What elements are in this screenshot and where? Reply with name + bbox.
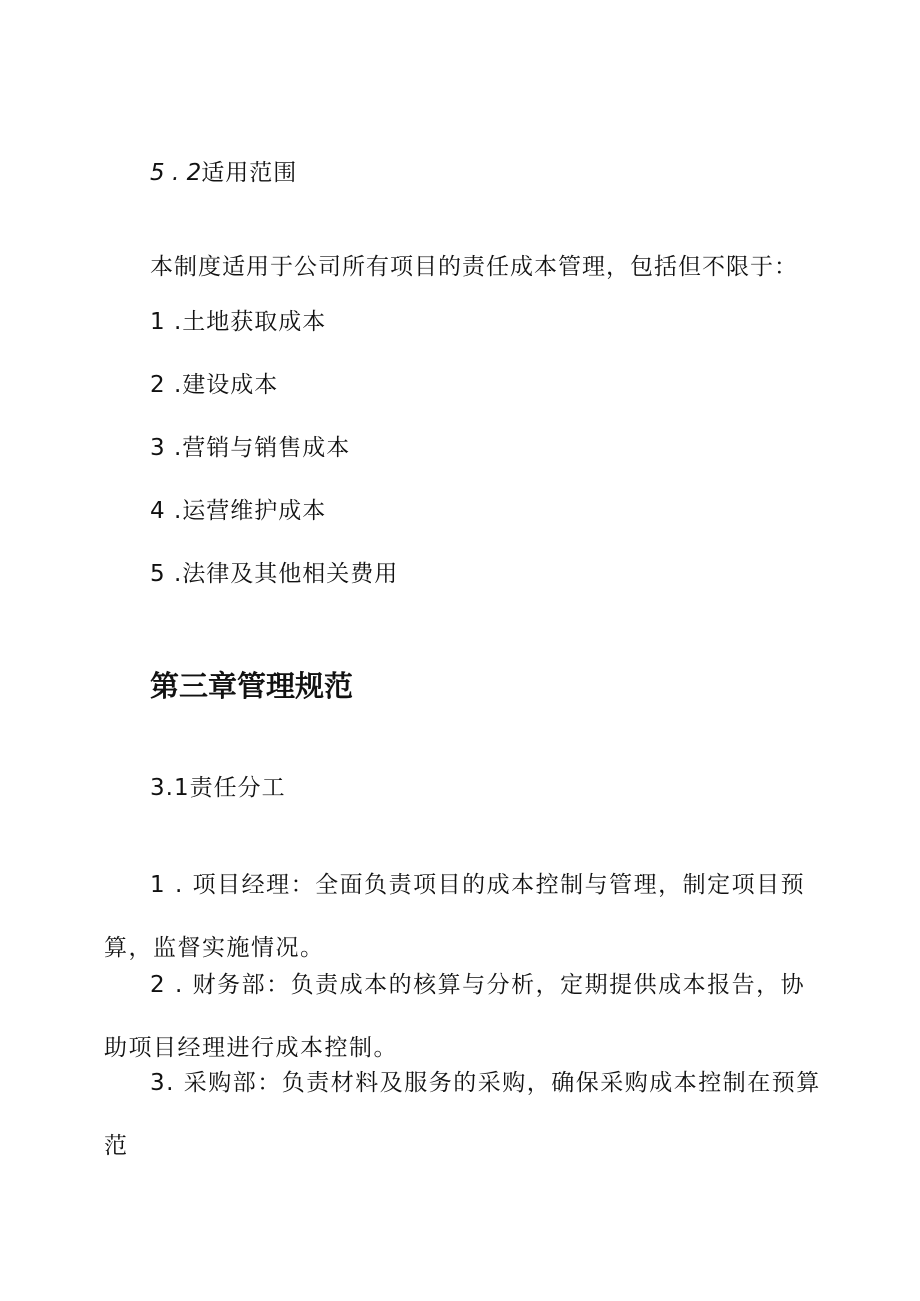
chapter-title: 第三章管理规范 (150, 669, 354, 703)
responsibility-paragraph: 3. 采购部：负责材料及服务的采购，确保采购成本控制在预算范 (104, 1070, 821, 1159)
intro-paragraph: 本制度适用于公司所有项目的责任成本管理，包括但不限于： (150, 254, 798, 280)
list-item: 1 .土地获取成本 (150, 309, 327, 335)
responsibility-paragraph: 2 . 财务部：负责成本的核算与分析，定期提供成本报告，协助项目经理进行成本控制。 (104, 972, 806, 1061)
list-item: 4 .运营维护成本 (150, 498, 327, 524)
list-item: 5 .法律及其他相关费用 (150, 561, 399, 587)
list-item: 2 .建设成本 (150, 372, 279, 398)
section-title: 适用范围 (201, 160, 298, 186)
responsibility-paragraph: 1 . 项目经理：全面负责项目的成本控制与管理，制定项目预算，监督实施情况。 (104, 872, 806, 961)
section-heading (150, 158, 297, 188)
list-item: 3 .营销与销售成本 (150, 435, 351, 461)
subsection-title: 3.1责任分工 (150, 775, 286, 801)
section-number: 5 . 2 (150, 160, 202, 186)
